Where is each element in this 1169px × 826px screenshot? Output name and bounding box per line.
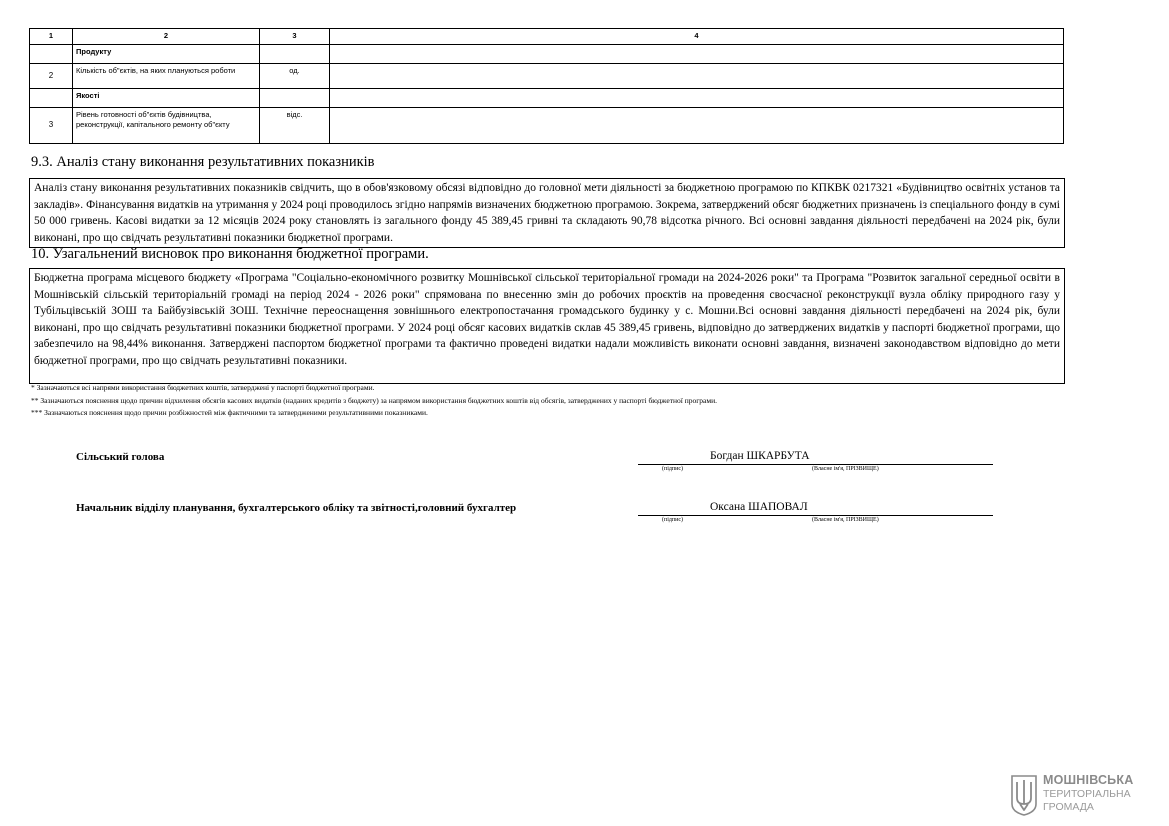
logo-line-3: ГРОМАДА — [1043, 801, 1094, 813]
table-row — [30, 45, 1064, 64]
row-value — [330, 45, 1064, 64]
name-caption: (Власне ім'я, ПРІЗВИЩЕ) — [812, 466, 879, 472]
row-group-label: Продукту — [73, 45, 260, 64]
column-header: 4 — [330, 29, 1064, 45]
row-number: 3 — [30, 108, 73, 144]
row-indicator-name: Кількість об"єктів, на яких плануються роботи — [73, 64, 260, 89]
column-header: 2 — [73, 29, 260, 45]
footnote: ** Зазначаються пояснення щодо причин відхилення обсягів касових видатків (наданих кредитів з бюджету) за напрямом використання бюджетних коштів від обсягів, затверджених у паспорті бюджетної програми. — [31, 395, 718, 405]
row-number — [30, 45, 73, 64]
row-unit: відс. — [260, 108, 330, 144]
column-header: 1 — [30, 29, 73, 45]
row-group-label: Якості — [73, 89, 260, 108]
community-logo — [1010, 772, 1150, 818]
section-9-3-text: Аналіз стану виконання результативних показників свідчить, що в обов'язковому обсязі відповідно до головної мети діяльності за бюджетною програмою по КПКВК 0217321 «Будівництво освітніх установ та закладів». Фінансування видатків на утримання у 2024 році проводилось згідно напрямів визначених бюджетною програмою. Зокрема, затверджений обсяг бюджетних призначень із спеціального фонду в сумі 50 000 гривень. Касові видатки за 12 місяців 2024 року становлять із загального фонду 45 389,45 гривні та складають 90,78 відсотка річного. Всі основні завдання діяльності передбачені на 2024 рік, були виконані, про що свідчать результативні показники бюджетної програми. — [29, 178, 1065, 248]
signature-caption: (підпис) — [662, 517, 684, 523]
signatory-title: Начальник відділу планування, бухгалтерського обліку та звітності,головний бухгалтер — [76, 502, 517, 514]
section-9-3-title: 9.3. Аналіз стану виконання результативних показників — [31, 154, 375, 170]
signature-line — [638, 515, 993, 516]
signatory-title: Сільський голова — [76, 451, 165, 463]
section-10-text: Бюджетна програма місцевого бюджету «Програма "Соціально-економічного розвитку Мошнівської сільської територіальної громади на 2024-2026 роки" та Програма "Розвиток загальної середньої освіти в Мошнівській сільській територіальній громаді на період 2024 - 2026 роки" спрямована по внесенню змін до робочих проєктів на проведення свосчасної реконструкції вузла обліку природного газу у Тубільцівській ЗОШ та Байбузівській ЗОШ. Технічне переоснащення зовнішнього електропостачання громадського будинку у с. Мошни.Всі основні завдання діяльності передбачені на 2024 рік, були виконані, про що свідчать результативні показники бюджетної програми. У 2024 році обсяг касових видатків склав 45 389,45 гривень, відповідно до затверджених видатків у паспорті бюджетної програми, що забезпечило на 98,44% виконання. Затверджені паспортом бюджетної програми та фактично проведені видатки надали можливість виконати основні завдання, визначені законодавством відповідно до мети бюджетної програми, про що свідчать результативні показники. — [29, 268, 1065, 384]
trident-emblem-icon — [1010, 774, 1038, 816]
signature-caption: (підпис) — [662, 466, 684, 472]
footnotes — [31, 382, 717, 420]
table-row — [30, 108, 1064, 144]
row-value — [330, 89, 1064, 108]
row-value — [330, 64, 1064, 89]
table-header-row — [30, 29, 1064, 45]
row-unit — [260, 45, 330, 64]
name-caption: (Власне ім'я, ПРІЗВИЩЕ) — [812, 517, 879, 523]
signatory-name: Оксана ШАПОВАЛ — [710, 501, 808, 513]
row-value — [330, 108, 1064, 144]
row-unit — [260, 89, 330, 108]
row-number — [30, 89, 73, 108]
logo-line-1: МОШНІВСЬКА — [1043, 773, 1134, 787]
footnote: *** Зазначаються пояснення щодо причин розбіжностей між фактичними та затвердженими результативними показниками. — [31, 408, 428, 418]
row-indicator-name: Рівень готовності об"єктів будівництва, реконструкції, капітального ремонту об"єкту — [73, 108, 260, 144]
signatory-name: Богдан ШКАРБУТА — [710, 450, 810, 462]
logo-line-2: ТЕРИТОРІАЛЬНА — [1043, 788, 1131, 800]
table-row — [30, 89, 1064, 108]
signature-line — [638, 464, 993, 465]
footnote: * Зазначаються всі напрями використання бюджетних коштів, затверджені у паспорті бюджетної програми. — [31, 383, 375, 392]
column-header: 3 — [260, 29, 330, 45]
row-unit: од. — [260, 64, 330, 89]
row-number: 2 — [30, 64, 73, 89]
table-row — [30, 64, 1064, 89]
section-10-title: 10. Узагальнений висновок про виконання бюджетної програми. — [31, 246, 429, 262]
indicators-table — [29, 28, 1064, 144]
